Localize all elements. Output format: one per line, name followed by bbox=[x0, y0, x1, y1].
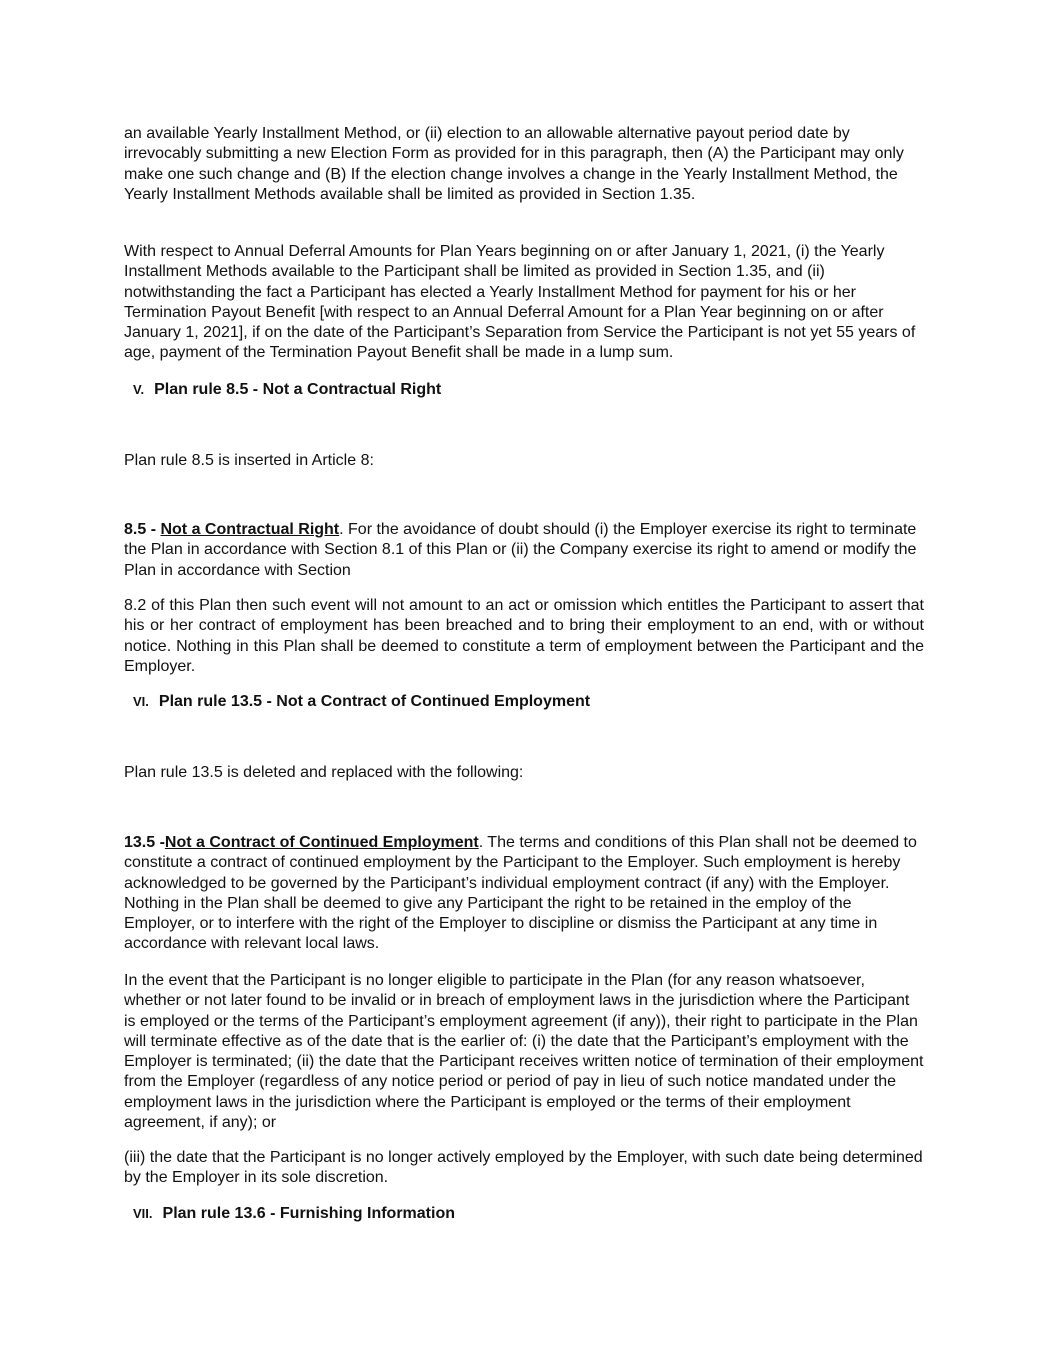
section-vii-number: VII. bbox=[133, 1206, 153, 1221]
section-vi-title: Plan rule 13.5 - Not a Contract of Continued Employment bbox=[158, 693, 591, 710]
section-v-intro: Plan rule 8.5 is inserted in Article 8: bbox=[124, 452, 374, 469]
rule-8-5-text: . For the avoidance of doubt should (i) the Employer exercise its right to terminate the Plan in accordance with Section 8.1 of this Plan or (ii) the Company exercise its right to amend or modify the Plan in accordance with Section bbox=[124, 521, 917, 579]
rule-8-5-paragraph bbox=[124, 520, 924, 581]
section-vi-number: VI. bbox=[133, 694, 149, 709]
section-v-heading bbox=[133, 380, 441, 400]
section-vii-title: Plan rule 13.6 - Furnishing Information bbox=[162, 1205, 455, 1222]
rule-13-5-title: Not a Contract of Continued Employment bbox=[164, 834, 479, 851]
section-vi-heading bbox=[133, 692, 590, 712]
paragraph-eligibility-event: In the event that the Participant is no longer eligible to participate in the Plan (for any reason whatsoever, whether or not later found to be invalid or in breach of employment laws in the jurisdiction where the Participant is employed or the terms of the Participant’s employment agreement (if any)), their right to participate in the Plan will terminate effective as of the date that is the earlier of: (i) the date that the Participant’s employment with the Employer is terminated; (ii) the date that the Participant receives written notice of termination of their employment from the Employer (regardless of any notice period or period of pay in lieu of such notice mandated under the employment laws in the jurisdiction where the Participant is employed or the terms of their employment agreement, if any); or bbox=[124, 972, 924, 1132]
section-v-title: Plan rule 8.5 - Not a Contractual Right bbox=[154, 381, 442, 398]
rule-13-5-number: 13.5 - bbox=[124, 834, 165, 851]
rule-8-5-title: Not a Contractual Right bbox=[160, 521, 340, 538]
paragraph-installment-continuation: an available Yearly Installment Method, or (ii) election to an allowable alternative payout period date by irrevocably submitting a new Election Form as provided for in this paragraph, then (A) the Participant may only make one such change and (B) If the election change involves a change in the Yearly Installment Method, the Yearly Installment Methods available shall be limited as provided in Section 1.35. bbox=[124, 125, 904, 203]
paragraph-clause-iii: (iii) the date that the Participant is no longer actively employed by the Employer, with such date being determined by the Employer in its sole discretion. bbox=[124, 1149, 923, 1187]
section-vii-heading bbox=[133, 1204, 455, 1224]
rule-8-5-number: 8.5 - bbox=[124, 521, 161, 538]
section-v-number: V. bbox=[133, 382, 145, 397]
rule-8-5-continuation: 8.2 of this Plan then such event will not amount to an act or omission which entitles the Participant to assert that his or her contract of employment has been breached and to bring their employment to an end, with or without notice. Nothing in this Plan shall be deemed to constitute a term of employment between the Participant and the Employer. bbox=[124, 597, 924, 675]
section-vi-intro: Plan rule 13.5 is deleted and replaced with the following: bbox=[124, 764, 524, 781]
paragraph-annual-deferral: With respect to Annual Deferral Amounts for Plan Years beginning on or after January 1, 2021, (i) the Yearly Installment Methods available to the Participant shall be limited as provided in Section 1.35, and (ii) notwithstanding the fact a Participant has elected a Yearly Installment Method for payment for his or her Termination Payout Benefit [with respect to an Annual Deferral Amount for a Plan Year beginning on or after January 1, 2021], if on the date of the Participant’s Separation from Service the Participant is not yet 55 years of age, payment of the Termination Payout Benefit shall be made in a lump sum. bbox=[124, 243, 916, 362]
rule-13-5-text: . The terms and conditions of this Plan shall not be deemed to constitute a contract of continued employment by the Participant to the Employer. Such employment is hereby acknowledged to be governed by the Participant’s individual employment contract (if any) with the Employer. Nothing in the Plan shall be deemed to give any Participant the right to be retained in the employ of the Employer, or to interfere with the right of the Employer to discipline or dismiss the Participant at any time in accordance with relevant local laws. bbox=[124, 834, 917, 953]
rule-13-5-paragraph bbox=[124, 833, 924, 955]
